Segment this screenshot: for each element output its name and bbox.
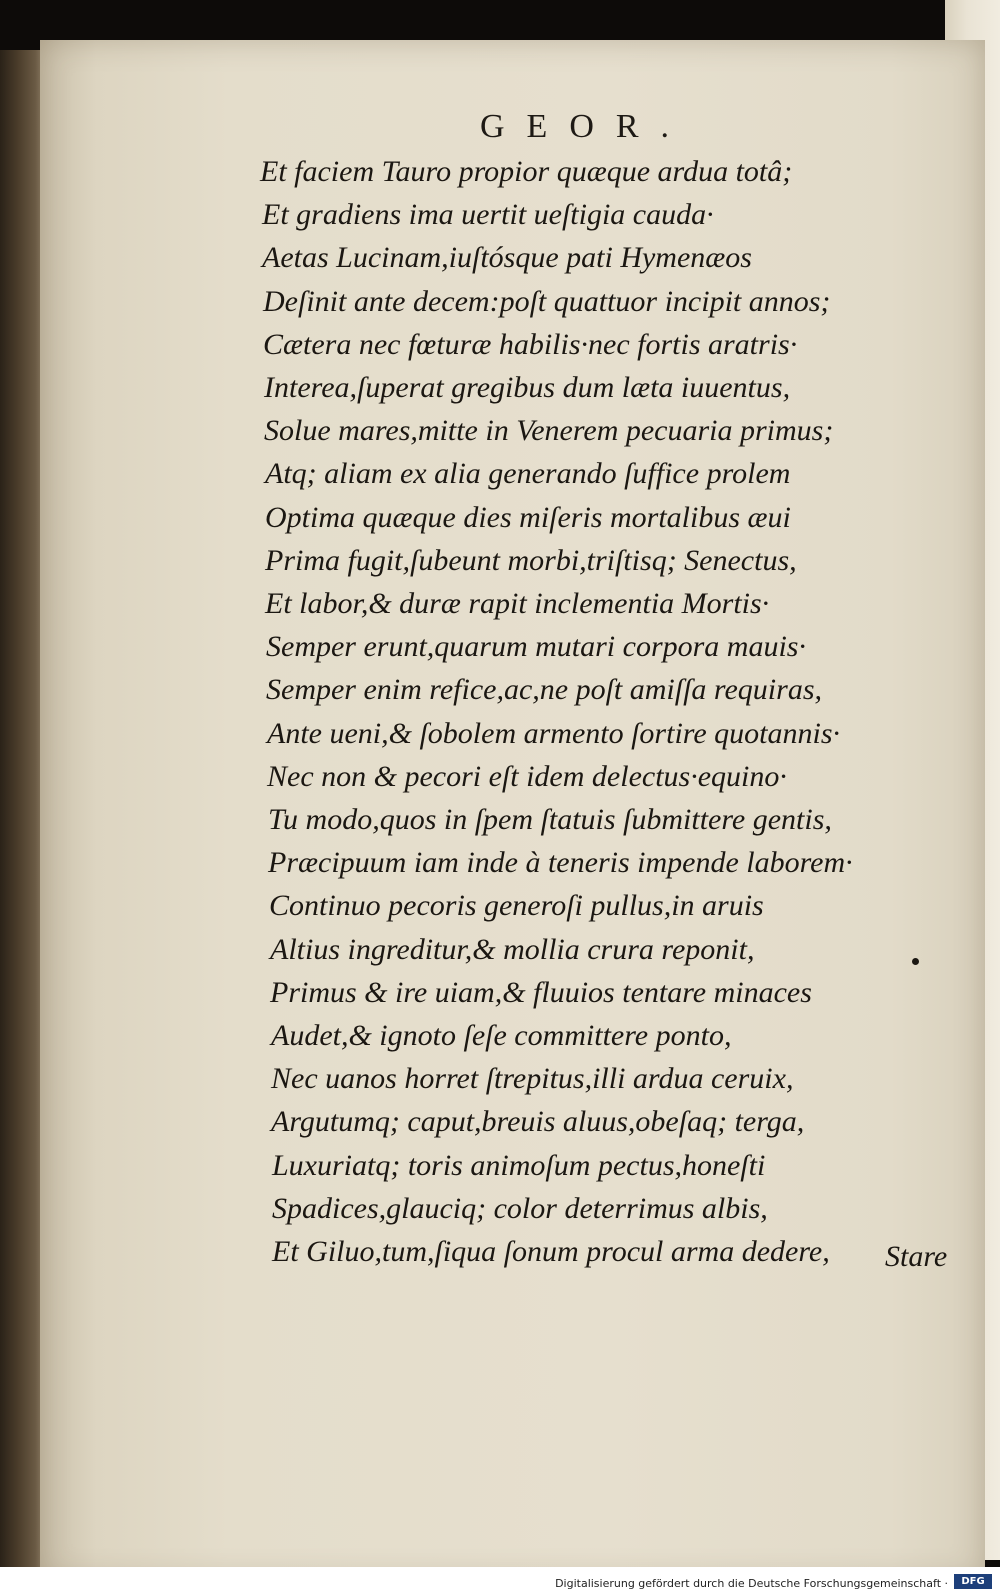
verse-line: Interea,ſuperat gregibus dum læta iuuentus,	[264, 371, 791, 405]
verse-line: Continuo pecoris generoſi pullus,in aruis	[269, 889, 764, 923]
verse-line: Cætera nec fœturæ habilis·nec fortis aratris·	[263, 327, 798, 361]
funding-credit: Digitalisierung gefördert durch die Deutsche Forschungsgemeinschaft ·	[555, 1577, 948, 1590]
verse-line: Semper enim refice,ac,ne poſt amiſſa requiras,	[266, 673, 822, 707]
verse-line: Altius ingreditur,& mollia crura reponit,	[270, 932, 755, 966]
book-spine	[0, 50, 44, 1580]
verse-block	[260, 150, 853, 1273]
verse-line: Et Giluo,tum,ſiqua ſonum procul arma dedere,	[272, 1235, 830, 1269]
verse-line: Atq; aliam ex alia generando ſuffice prolem	[265, 457, 791, 491]
verse-line: Primus & ire uiam,& fluuios tentare minaces	[270, 975, 812, 1009]
verse-line: Optima quæque dies miſeris mortalibus æui	[265, 500, 791, 534]
verse-line: Nec uanos horret ſtrepitus,illi ardua ceruix,	[271, 1062, 794, 1096]
verse-line: Et gradiens ima uertit ueſtigia cauda·	[262, 198, 714, 232]
verse-line: Solue mares,mitte in Venerem pecuaria primus;	[264, 414, 834, 448]
verse-line: Aetas Lucinam,iuſtósque pati Hymenæos	[262, 241, 752, 275]
verse-line: Tu modo,quos in ſpem ſtatuis ſubmittere gentis,	[268, 803, 832, 837]
verse-line: Spadices,glauciq; color deterrimus albis,	[272, 1191, 768, 1225]
verse-line: Deſinit ante decem:poſt quattuor incipit annos;	[263, 284, 831, 318]
verse-line: Ante ueni,& ſobolem armento ſortire quotannis·	[267, 716, 841, 750]
verse-line: Luxuriatq; toris animoſum pectus,honeſti	[272, 1148, 766, 1182]
catchword: Stare	[885, 1240, 948, 1273]
dfg-logo: DFG	[954, 1574, 992, 1589]
margin-dot	[912, 958, 919, 965]
verse-line: Præcipuum iam inde à teneris impende laborem·	[268, 846, 853, 880]
footer-bar	[0, 1567, 1000, 1595]
verse-line: Argutumq; caput,breuis aluus,obeſaq; terga,	[271, 1105, 805, 1139]
verse-line: Et faciem Tauro propior quæque ardua totâ;	[260, 155, 793, 188]
verse-line: Audet,& ignoto ſeſe committere ponto,	[271, 1019, 732, 1053]
verse-line: Prima fugit,ſubeunt morbi,triſtisq; Senectus,	[265, 543, 797, 577]
running-head: GEOR.	[480, 108, 692, 145]
verse-line: Nec non & pecori eſt idem delectus·equino·	[267, 759, 787, 793]
verse-line: Et labor,& duræ rapit inclementia Mortis·	[265, 587, 770, 621]
verse-line: Semper erunt,quarum mutari corpora mauis·	[266, 630, 806, 664]
